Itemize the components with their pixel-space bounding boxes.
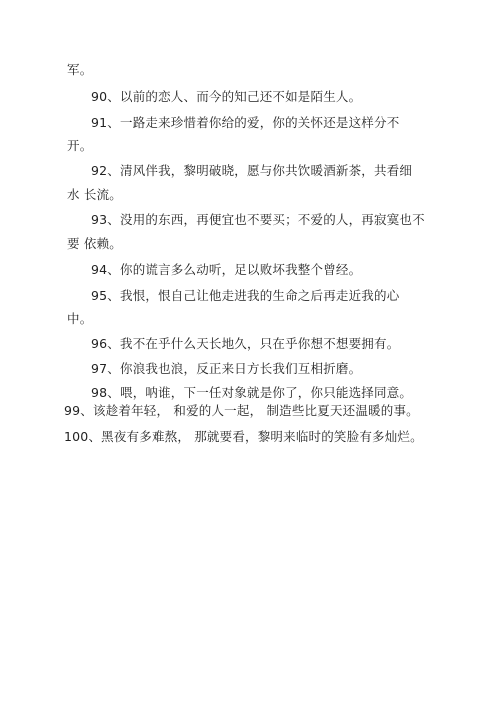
text-line: 98、喂，呐谁，下一任对象就是你了，你只能选择同意。 <box>91 385 413 400</box>
text-line: 94、你的谎言多么动听，足以败坏我整个曾经。 <box>91 262 362 277</box>
text-line: 90、以前的恋人、而今的知己还不如是陌生人。 <box>91 89 362 104</box>
text-line: 水 长流。 <box>67 187 122 202</box>
text-line: 军。 <box>67 62 93 77</box>
text-line: 95、我恨，恨自己让他走进我的生命之后再走近我的心 <box>91 288 400 303</box>
text-line: 开。 <box>67 138 93 153</box>
text-line: 93、没用的东西，再便宜也不要买；不爱的人，再寂寞也不 <box>91 212 425 227</box>
text-line: 中。 <box>67 311 93 326</box>
text-line: 97、你浪我也浪，反正来日方长我们互相折磨。 <box>91 361 362 376</box>
text-line: 92、清风伴我，黎明破晓，愿与你共饮暖酒新茶，共看细 <box>91 163 413 178</box>
text-line: 96、我不在乎什么天长地久，只在乎你想不想要拥有。 <box>91 336 400 351</box>
text-line: 100、黑夜有多难熬， 那就要看，黎明来临时的笑脸有多灿烂。 <box>64 429 423 444</box>
text-line: 91、一路走来珍惜着你给的爱，你的关怀还是这样分不 <box>91 115 400 130</box>
text-line: 要 依赖。 <box>67 236 122 251</box>
text-line: 99、该趁着年轻， 和爱的人一起， 制造些比夏天还温暖的事。 <box>64 403 419 418</box>
